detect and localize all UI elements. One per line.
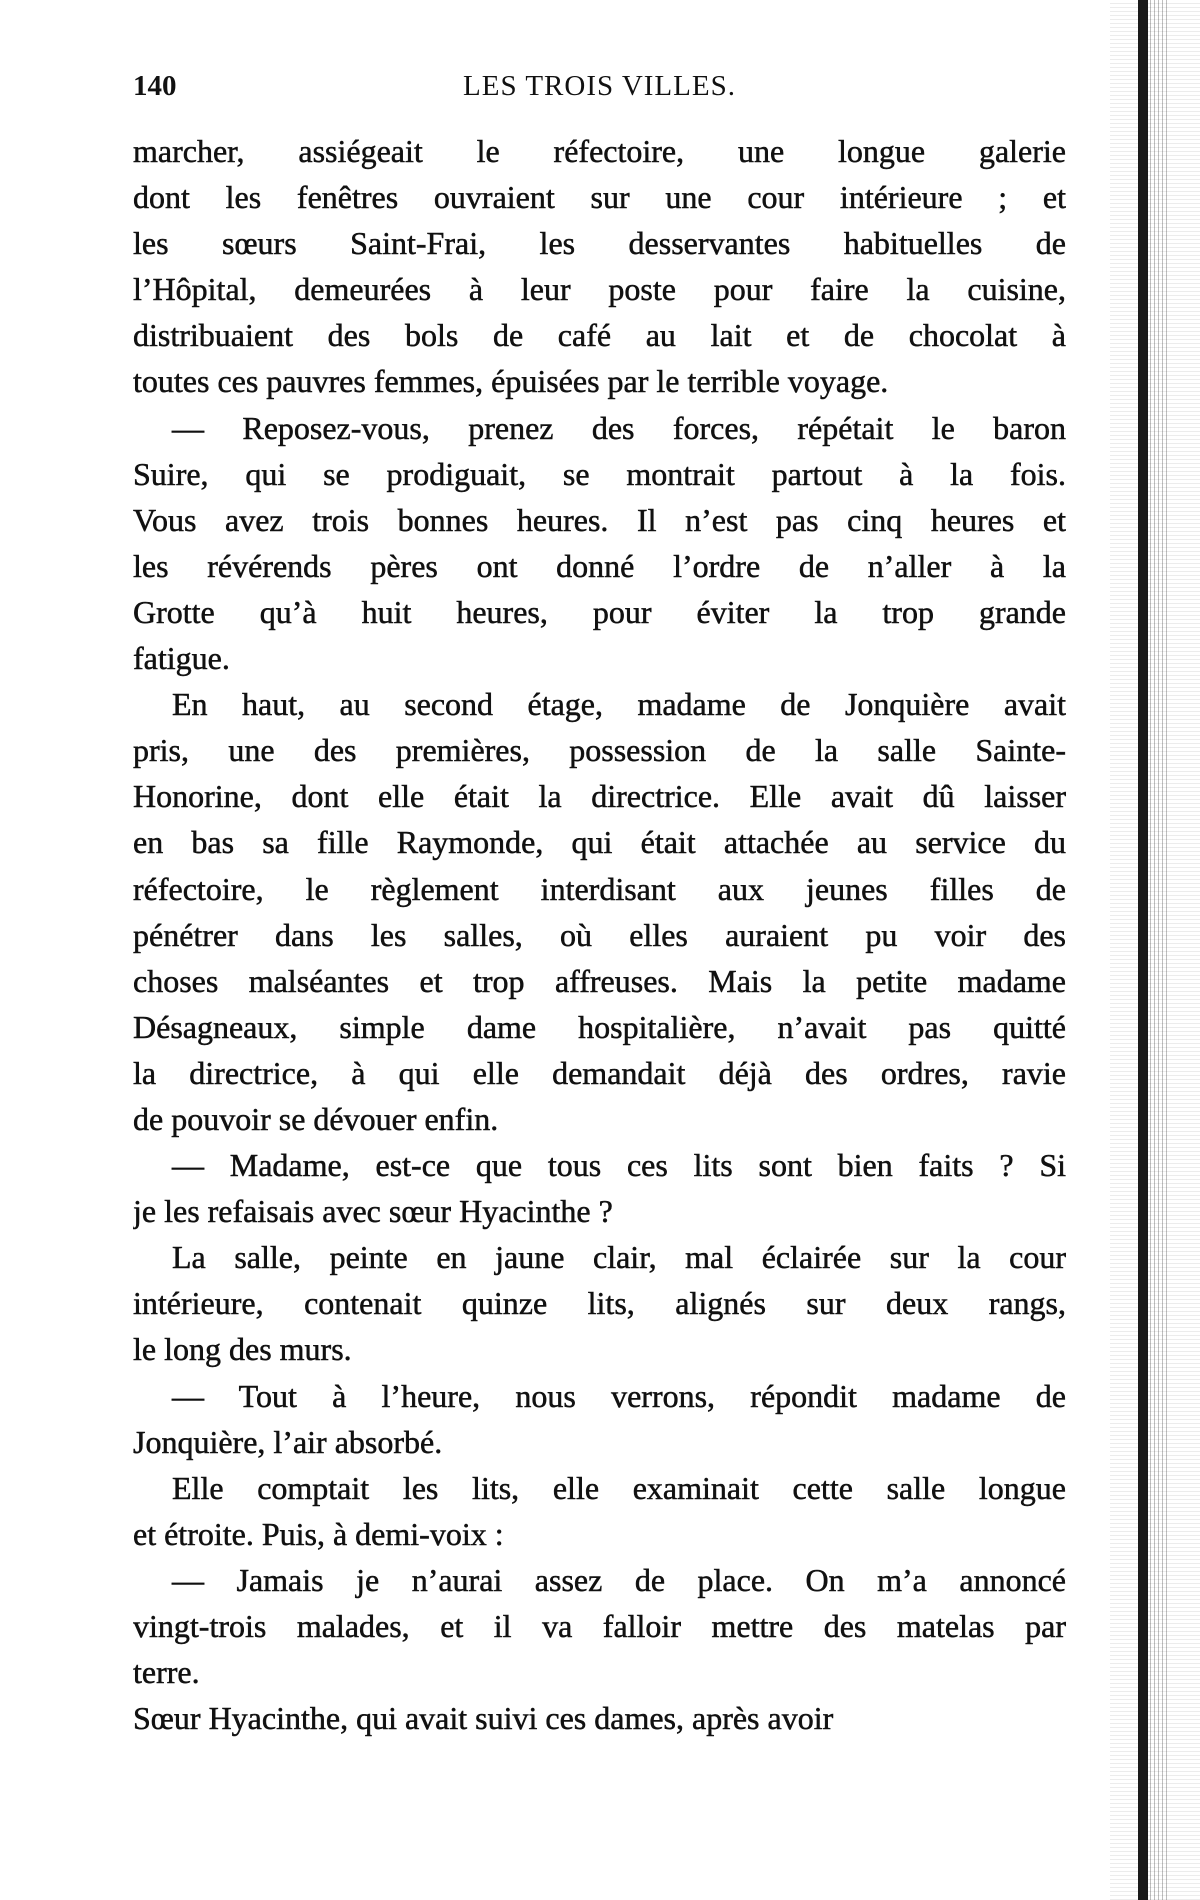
text-line: marcher, assiégeait le réfectoire, une longue galerie [133,133,1066,169]
text-line: terre. [133,1654,200,1691]
scan-edge-texture [1150,0,1170,1900]
text-line: pénétrer dans les salles, où elles auraient pu voir des [133,916,1066,953]
text-line: — Reposez-vous, prenez des forces, répétait le baron [172,409,1066,446]
text-line: — Tout à l’heure, nous verrons, répondit madame de [172,1377,1066,1414]
text-line: en bas sa fille Raymonde, qui était attachée au service du [133,824,1066,861]
page-body-text [133,128,1066,1741]
text-line: vingt-trois malades, et il va falloir mettre des matelas par [133,1608,1066,1644]
text-line: En haut, au second étage, madame de Jonquière avait [172,686,1066,723]
text-line: pris, une des premières, possession de la salle Sainte- [133,732,1066,769]
running-header [133,70,1066,110]
text-line: — Madame, est-ce que tous ces lits sont bien faits ? Si [172,1147,1066,1184]
text-line: les révérends pères ont donné l’ordre de n’aller à la [133,547,1066,584]
text-line: Vous avez trois bonnes heures. Il n’est pas cinq heures et [133,501,1066,538]
text-line: et étroite. Puis, à demi-voix : [133,1515,504,1552]
running-title: LES TROIS VILLES. [463,70,736,102]
text-line: je les refaisais avec sœur Hyacinthe ? [133,1193,613,1230]
text-line: toutes ces pauvres femmes, épuisées par le terrible voyage. [133,363,889,400]
text-line: Sœur Hyacinthe, qui avait suivi ces dames, après avoir [133,1700,834,1737]
text-line: réfectoire, le règlement interdisant aux jeunes filles de [133,870,1066,907]
text-line: — Jamais je n’aurai assez de place. On m’a annoncé [172,1561,1066,1598]
text-line: Jonquière, l’air absorbé. [133,1423,443,1460]
text-line: Grotte qu’à huit heures, pour éviter la trop grande [133,593,1066,630]
text-line: Désagneaux, simple dame hospitalière, n’avait pas quitté [133,1008,1066,1045]
text-line: Honorine, dont elle était la directrice. Elle avait dû laisser [133,778,1066,815]
text-line: choses malséantes et trop affreuses. Mais la petite madame [133,962,1066,999]
text-line: distribuaient des bols de café au lait et de chocolat à [133,317,1066,354]
text-line: la directrice, à qui elle demandait déjà des ordres, ravie [133,1054,1066,1091]
text-line: l’Hôpital, demeurées à leur poste pour faire la cuisine, [133,271,1066,308]
text-line: dont les fenêtres ouvraient sur une cour intérieure ; et [133,179,1066,216]
text-line: de pouvoir se dévouer enfin. [133,1100,499,1137]
page-number: 140 [133,70,177,102]
text-line: Elle comptait les lits, elle examinait cette salle longue [172,1469,1066,1506]
text-line: La salle, peinte en jaune clair, mal éclairée sur la cour [172,1239,1066,1276]
text-line: le long des murs. [133,1331,352,1368]
scan-page-edge [1138,0,1148,1900]
text-line: intérieure, contenait quinze lits, alignés sur deux rangs, [133,1285,1066,1322]
text-line: fatigue. [133,640,230,677]
text-line: Suire, qui se prodiguait, se montrait partout à la fois. [133,455,1066,492]
text-line: les sœurs Saint-Frai, les desservantes habituelles de [133,225,1066,262]
